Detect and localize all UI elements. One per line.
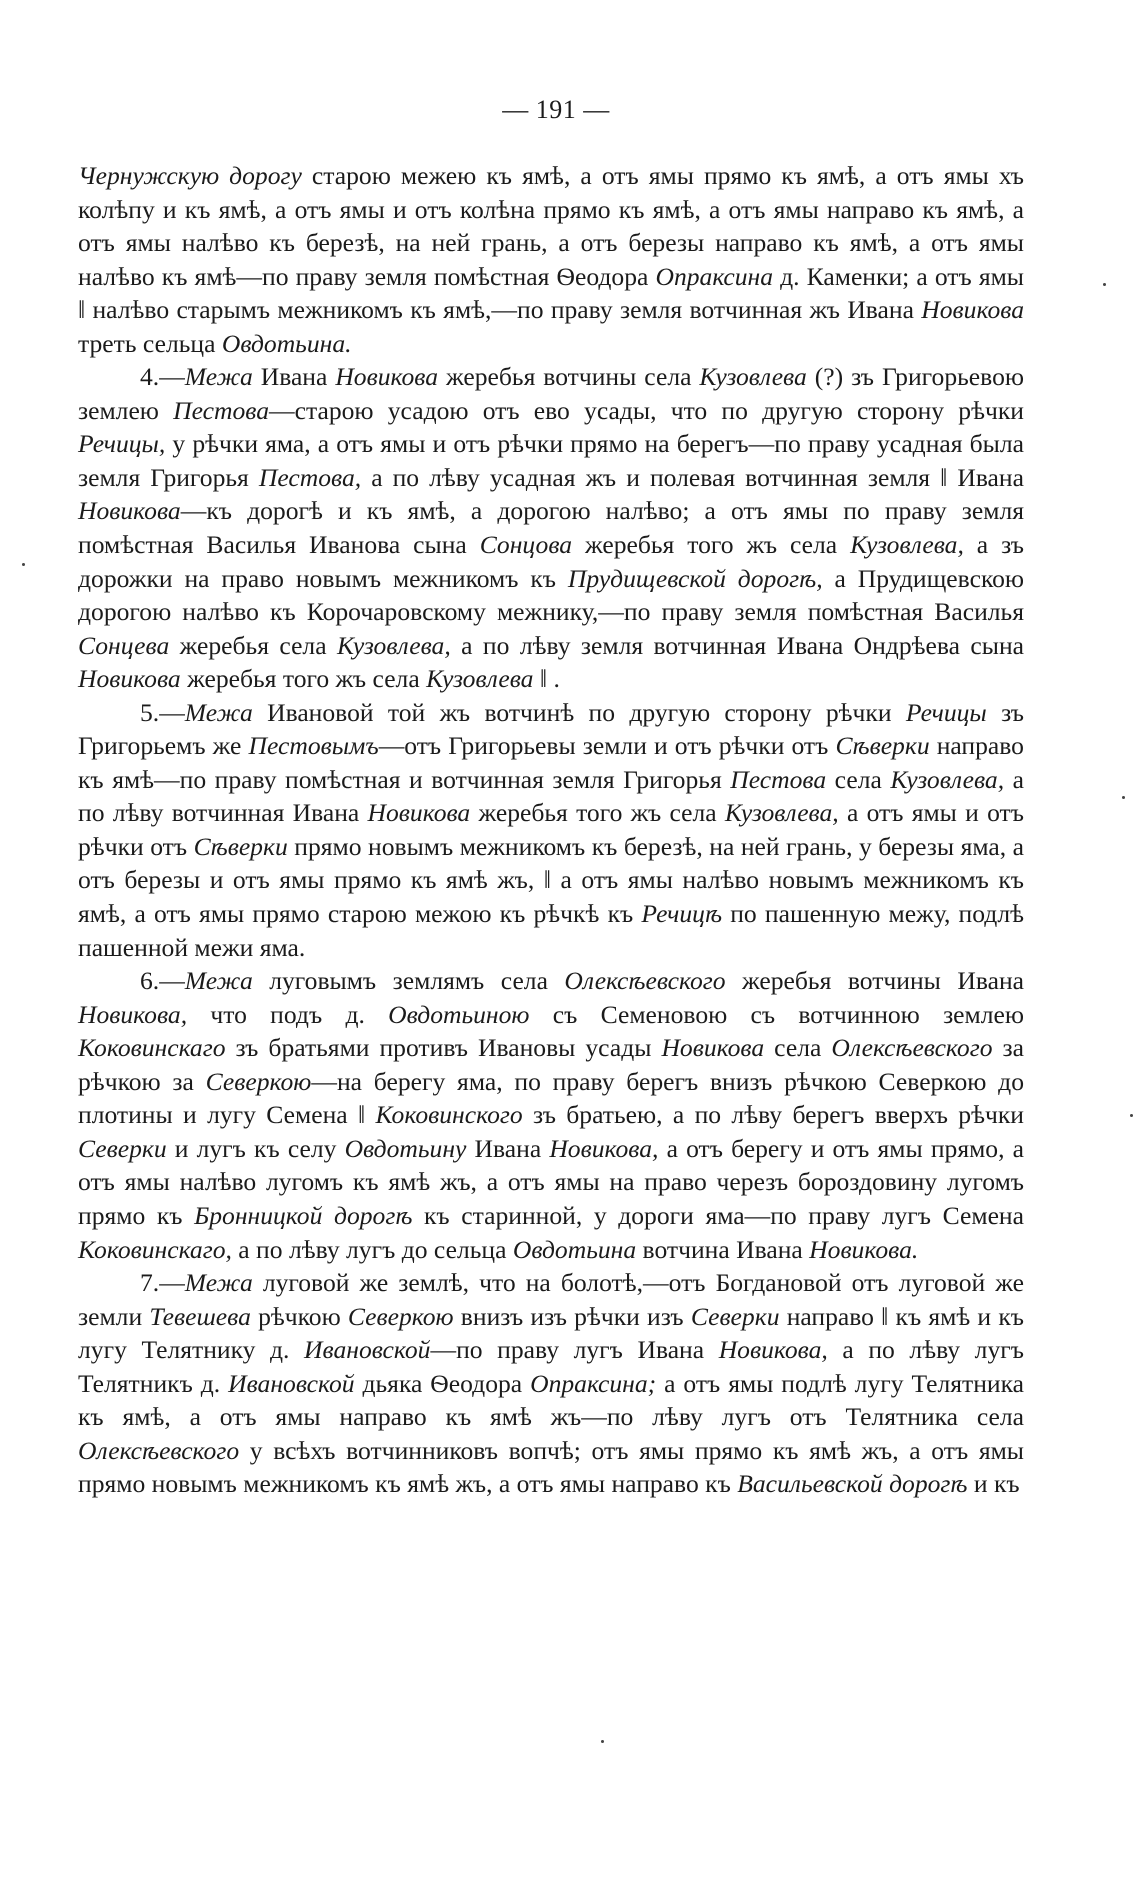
text-run: прямо новымъ межникомъ къ березѣ, на ней грань, у березы яма, а отъ березы и отъ ямы прямо къ ямѣ жъ, ‖ а отъ ямы налѣво новымъ межникомъ къ ямѣ, а отъ ямы прямо старою межою къ рѣчкѣ къ: [78, 831, 1024, 929]
text-run: съ Семеновою съ вотчинною землею: [529, 999, 1024, 1029]
italic-name-run: Ивановской: [228, 1368, 355, 1398]
text-run: жеребья того жъ села: [470, 798, 725, 828]
text-run: а отъ ямы подлѣ лугу Телятника къ ямѣ, а отъ ямы направо къ ямѣ жъ—по лѣву лугъ отъ Телятника села: [78, 1368, 1025, 1432]
text-run: а Прудищевскою дорогою налѣво къ Корочаровскому межнику,—по праву земля помѣстная Василья: [78, 563, 1025, 627]
document-page: [78, 95, 1024, 1501]
text-run: направо ‖ къ ямѣ и къ лугу Телятнику д.: [78, 1301, 1024, 1365]
text-run: 5.—: [140, 697, 185, 727]
italic-name-run: Опраксина;: [530, 1368, 657, 1398]
italic-name-run: Речицѣ: [641, 899, 723, 929]
text-run: и къ: [967, 1469, 1020, 1499]
text-run: Ивана: [252, 362, 336, 392]
italic-name-run: Кузовлева,: [336, 630, 451, 660]
text-run: ‖ .: [533, 664, 560, 694]
text-run: —старою усадою отъ ево усады, что по другую сторону рѣчки: [269, 395, 1024, 425]
italic-name-run: Межа: [184, 966, 253, 996]
italic-name-run: Сонцова: [479, 530, 573, 560]
text-run: у рѣчки яма, а отъ ямы и отъ рѣчки прямо на берегъ—по праву усадная была земля Григорья: [78, 429, 1024, 492]
italic-name-run: Кузовлева: [426, 664, 534, 694]
italic-name-run: Опраксина: [655, 261, 774, 291]
text-run: зъ братьею, а по лѣву берегъ вверхъ рѣчки: [522, 1100, 1024, 1130]
text-run: къ старинной, у дороги яма—по праву лугъ Семена: [412, 1200, 1024, 1230]
italic-name-run: Сѣверки: [193, 831, 288, 861]
text-run: и лугъ къ селу: [166, 1133, 345, 1163]
italic-name-run: Новикова: [367, 798, 471, 828]
italic-name-run: Сонцева: [78, 630, 170, 660]
italic-name-run: Новикова: [661, 1033, 765, 1063]
italic-name-run: Ивановской: [304, 1335, 431, 1365]
text-run: Ивановой той жъ вотчинѣ по другую сторону рѣчки: [252, 697, 906, 727]
paragraph-section-5: [78, 696, 1024, 964]
italic-name-run: Бронницкой дорогѣ: [194, 1200, 413, 1230]
text-run: 4.—: [140, 362, 185, 392]
text-run: вотчина Ивана: [636, 1234, 810, 1264]
text-run: д. Каменки; а отъ ямы ‖ налѣво старымъ межникомъ къ ямѣ,—по праву земля вотчинная жъ Ивана: [78, 261, 1024, 325]
text-run: за рѣчкою за: [78, 1033, 1024, 1096]
paragraph-section-4: [78, 360, 1024, 695]
italic-name-run: Прудищевской дорогѣ,: [567, 563, 823, 593]
italic-name-run: Новикова: [335, 362, 439, 392]
text-run: жеребья вотчины села: [438, 362, 700, 392]
text-run: —къ дорогѣ и къ ямѣ, а дорогою налѣво; а отъ ямы по праву земля помѣстная Василья Иванова сына: [78, 496, 1024, 560]
italic-name-run: Межа: [184, 362, 253, 392]
text-run: рѣчкою: [250, 1301, 348, 1331]
italic-name-run: Чернужскую дорогу: [78, 161, 302, 190]
italic-name-run: Новикова.: [809, 1234, 919, 1264]
italic-name-run: Олексѣевского: [564, 966, 726, 996]
text-run: а отъ берегу и отъ ямы прямо, а отъ ямы налѣво лугомъ къ ямѣ жъ, а отъ ямы на право черезъ бороздовину лугомъ прямо къ: [78, 1133, 1024, 1230]
text-run: —отъ Григорьевы земли и отъ рѣчки отъ: [378, 731, 836, 761]
scan-speck: [1122, 796, 1125, 799]
italic-name-run: Северкою: [347, 1301, 454, 1331]
text-run: жеребья того жъ села: [180, 664, 427, 694]
italic-name-run: Пестова: [730, 764, 827, 794]
text-run: а по лѣву лугъ до сельца: [231, 1234, 513, 1264]
italic-name-run: Кузовлева: [699, 362, 807, 392]
text-run: внизъ изъ рѣчки изъ: [453, 1301, 691, 1331]
text-run: луговой же землѣ, что на болотѣ,—отъ Богдановой отъ луговой же земли: [78, 1268, 1024, 1331]
scan-speck: [1130, 1114, 1133, 1117]
italic-name-run: Сѣверки: [835, 731, 930, 761]
text-run: зъ братьями противъ Ивановы усады: [225, 1033, 662, 1063]
italic-name-run: Кузовлева,: [850, 530, 964, 560]
italic-name-run: Кузовлева,: [890, 764, 1005, 794]
text-run: а отъ ямы и отъ рѣчки отъ: [78, 798, 1024, 861]
italic-name-run: Коковинского: [375, 1100, 523, 1130]
italic-name-run: Овдотьина: [512, 1234, 637, 1264]
italic-name-run: Пестовымъ: [248, 731, 379, 761]
scan-speck: [601, 1740, 604, 1743]
paragraph-continuation: [78, 159, 1024, 360]
scan-speck: [1103, 283, 1106, 286]
text-run: села: [764, 1033, 832, 1063]
italic-name-run: Новикова: [921, 295, 1024, 325]
text-run: —на берегу яма, по праву берегъ внизъ рѣчкою Северкою до плотины и лугу Семена ‖: [78, 1066, 1024, 1130]
text-run: дьяка Ѳеодора: [354, 1368, 531, 1398]
italic-name-run: Овдотьину: [344, 1133, 467, 1163]
text-run: села: [826, 764, 891, 794]
italic-name-run: Новикова: [78, 664, 181, 694]
italic-name-run: Межа: [184, 697, 253, 727]
text-run: у всѣхъ вотчинниковъ вопчѣ; отъ ямы прямо къ ямѣ жъ, а отъ ямы прямо новымъ межникомъ къ ямѣ жъ, а отъ ямы направо къ: [78, 1435, 1024, 1499]
italic-name-run: Овдотьиною: [388, 999, 530, 1029]
italic-name-run: Кузовлева,: [724, 798, 839, 828]
italic-name-run: Межа: [184, 1268, 253, 1298]
paragraph-section-7: [78, 1266, 1024, 1501]
italic-name-run: Тевешева: [149, 1301, 251, 1331]
italic-name-run: Коковинскаго,: [78, 1234, 232, 1264]
text-run: Ивана: [466, 1133, 550, 1163]
italic-name-run: Северки: [78, 1133, 167, 1163]
scan-speck: [22, 563, 25, 566]
text-run: жеребья того жъ села: [572, 530, 851, 560]
italic-name-run: Речицы: [905, 697, 987, 727]
text-run: а по лѣву лугъ Телятникъ д.: [78, 1335, 1024, 1398]
paragraph-section-6: [78, 964, 1024, 1266]
italic-name-run: Новикова,: [549, 1133, 659, 1163]
italic-name-run: Овдотьина.: [221, 328, 352, 358]
text-run: зъ Григорьемъ же: [78, 697, 1024, 761]
italic-name-run: Северкою: [205, 1066, 312, 1096]
text-run: а по лѣву земля вотчинная Ивана Ондрѣева сына: [450, 630, 1024, 660]
italic-name-run: Олексѣевского: [831, 1033, 993, 1063]
text-run: а зъ дорожки на право новымъ межникомъ къ: [78, 530, 1024, 593]
italic-name-run: Коковинскаго: [78, 1033, 226, 1063]
text-run: жеребья вотчины Ивана: [725, 966, 1024, 996]
italic-name-run: Васильевской дорогѣ: [737, 1469, 968, 1499]
text-run: старою межею къ ямѣ, а отъ ямы прямо къ ямѣ, а отъ ямы хъ колѣпу и къ ямѣ, а отъ ямы и отъ колѣна прямо къ ямѣ, а отъ ямы направо къ ямѣ, а отъ ямы налѣво къ березѣ, на ней грань, а отъ березы направо къ ямѣ, а отъ ямы налѣво къ ямѣ—по праву земля помѣстная Ѳеодора: [78, 161, 1024, 291]
text-run: —по праву лугъ Ивана: [430, 1335, 719, 1365]
italic-name-run: Олексѣевского: [78, 1435, 240, 1465]
text-run: жеребья села: [169, 630, 337, 660]
text-run: а по лѣву усадная жъ и полевая вотчинная земля ‖ Ивана: [361, 462, 1024, 492]
text-run: треть сельца: [78, 328, 222, 358]
text-run: что подъ д.: [187, 999, 389, 1029]
italic-name-run: Новикова,: [78, 999, 188, 1029]
italic-name-run: Пестова,: [258, 462, 362, 492]
text-run: направо къ ямѣ—по праву помѣстная и вотчинная земля Григорья: [78, 731, 1024, 794]
text-run: по пашенную межу, подлѣ пашенной межи яма.: [78, 899, 1025, 962]
text-run: (?) зъ Григорьевою землею: [78, 362, 1024, 425]
text-run: 7.—: [140, 1268, 185, 1298]
text-run: луговымъ землямъ села: [252, 966, 565, 996]
text-run: а по лѣву вотчинная Ивана: [78, 764, 1024, 828]
italic-name-run: Новикова: [78, 496, 181, 526]
text-run: 6.—: [140, 966, 185, 996]
italic-name-run: Новикова,: [718, 1335, 828, 1365]
italic-name-run: Речицы,: [78, 429, 166, 459]
italic-name-run: Северки: [690, 1301, 780, 1331]
italic-name-run: Пестова: [173, 395, 270, 425]
page-number: — 191 —: [502, 95, 610, 124]
